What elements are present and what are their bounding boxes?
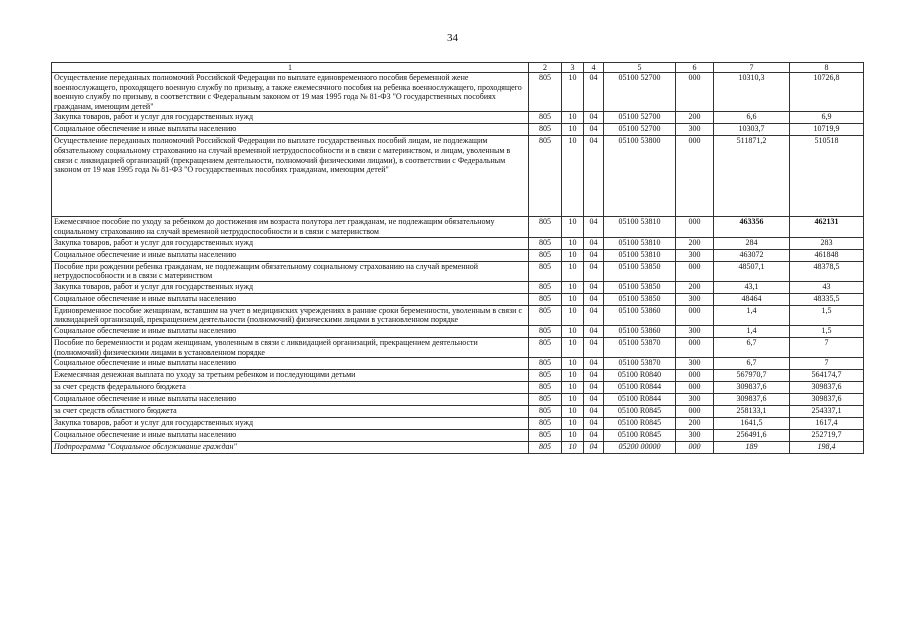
cell-expense-type: 200 (676, 281, 714, 293)
cell-amount-year2: 10726,8 (790, 73, 864, 112)
cell-ministry-code: 805 (529, 112, 562, 124)
row-description: Подпрограмма "Социальное обслуживание граждан" (52, 442, 529, 454)
cell-target-article: 05100 R0845 (604, 418, 676, 430)
cell-target-article: 05200 00000 (604, 442, 676, 454)
row-description: за счет средств областного бюджета (52, 406, 529, 418)
cell-section: 10 (562, 261, 584, 281)
table-row (52, 325, 864, 337)
row-description: Закупка товаров, работ и услуг для государственных нужд (52, 237, 529, 249)
cell-subsection: 04 (584, 418, 604, 430)
cell-amount-year1: 10310,3 (714, 73, 790, 112)
row-description: Социальное обеспечение и иные выплаты населению (52, 394, 529, 406)
cell-subsection: 04 (584, 337, 604, 357)
cell-amount-year1: 463072 (714, 249, 790, 261)
cell-target-article: 05100 53850 (604, 261, 676, 281)
cell-subsection: 04 (584, 442, 604, 454)
table-row (52, 418, 864, 430)
cell-ministry-code: 805 (529, 430, 562, 442)
cell-target-article: 05100 52700 (604, 124, 676, 136)
table-row (52, 217, 864, 237)
cell-target-article: 05100 R0845 (604, 406, 676, 418)
cell-ministry-code: 805 (529, 406, 562, 418)
cell-target-article: 05100 53870 (604, 337, 676, 357)
table-row (52, 124, 864, 136)
cell-amount-year2: 283 (790, 237, 864, 249)
cell-ministry-code: 805 (529, 305, 562, 325)
cell-section: 10 (562, 136, 584, 217)
cell-amount-year2: 48378,5 (790, 261, 864, 281)
cell-target-article: 05100 R0840 (604, 370, 676, 382)
cell-target-article: 05100 R0844 (604, 394, 676, 406)
table-row (52, 261, 864, 281)
column-number: 6 (676, 63, 714, 73)
cell-section: 10 (562, 370, 584, 382)
row-description: Социальное обеспечение и иные выплаты населению (52, 124, 529, 136)
cell-amount-year2: 510518 (790, 136, 864, 217)
cell-subsection: 04 (584, 358, 604, 370)
cell-section: 10 (562, 430, 584, 442)
table-row (52, 73, 864, 112)
cell-amount-year1: 6,7 (714, 358, 790, 370)
table-row (52, 249, 864, 261)
row-description: Социальное обеспечение и иные выплаты населению (52, 430, 529, 442)
cell-target-article: 05100 53810 (604, 237, 676, 249)
cell-section: 10 (562, 337, 584, 357)
cell-ministry-code: 805 (529, 281, 562, 293)
row-description: Закупка товаров, работ и услуг для государственных нужд (52, 112, 529, 124)
cell-amount-year2: 198,4 (790, 442, 864, 454)
cell-subsection: 04 (584, 293, 604, 305)
table-row (52, 358, 864, 370)
cell-amount-year2: 7 (790, 337, 864, 357)
column-number: 1 (52, 63, 529, 73)
cell-subsection: 04 (584, 217, 604, 237)
cell-expense-type: 200 (676, 112, 714, 124)
table-row (52, 430, 864, 442)
cell-expense-type: 300 (676, 124, 714, 136)
cell-subsection: 04 (584, 124, 604, 136)
cell-amount-year1: 511871,2 (714, 136, 790, 217)
cell-expense-type: 300 (676, 358, 714, 370)
cell-subsection: 04 (584, 305, 604, 325)
cell-expense-type: 000 (676, 337, 714, 357)
row-description: Пособие по беременности и родам женщинам, уволенным в связи с ликвидацией организаций, прекращением деятельности (полномочий) физическими лицами в установленном порядке (52, 337, 529, 357)
table-row (52, 382, 864, 394)
cell-section: 10 (562, 418, 584, 430)
cell-ministry-code: 805 (529, 394, 562, 406)
cell-amount-year1: 309837,6 (714, 394, 790, 406)
cell-amount-year1: 6,7 (714, 337, 790, 357)
cell-expense-type: 000 (676, 406, 714, 418)
cell-section: 10 (562, 73, 584, 112)
cell-amount-year2: 309837,6 (790, 382, 864, 394)
cell-amount-year1: 258133,1 (714, 406, 790, 418)
cell-amount-year1: 309837,6 (714, 382, 790, 394)
cell-target-article: 05100 53810 (604, 249, 676, 261)
cell-target-article: 05100 53870 (604, 358, 676, 370)
cell-ministry-code: 805 (529, 358, 562, 370)
cell-section: 10 (562, 217, 584, 237)
cell-amount-year2: 309837,6 (790, 394, 864, 406)
cell-section: 10 (562, 112, 584, 124)
cell-section: 10 (562, 293, 584, 305)
cell-expense-type: 000 (676, 382, 714, 394)
cell-amount-year1: 10303,7 (714, 124, 790, 136)
cell-amount-year2: 461848 (790, 249, 864, 261)
cell-ministry-code: 805 (529, 337, 562, 357)
row-description: Социальное обеспечение и иные выплаты населению (52, 249, 529, 261)
cell-subsection: 04 (584, 394, 604, 406)
table-row (52, 370, 864, 382)
cell-expense-type: 200 (676, 418, 714, 430)
cell-section: 10 (562, 382, 584, 394)
cell-amount-year1: 1,4 (714, 305, 790, 325)
cell-amount-year2: 252719,7 (790, 430, 864, 442)
cell-amount-year1: 43,1 (714, 281, 790, 293)
cell-target-article: 05100 52700 (604, 73, 676, 112)
cell-subsection: 04 (584, 249, 604, 261)
table-row (52, 406, 864, 418)
cell-ministry-code: 805 (529, 370, 562, 382)
cell-expense-type: 300 (676, 325, 714, 337)
cell-ministry-code: 805 (529, 124, 562, 136)
cell-section: 10 (562, 442, 584, 454)
cell-amount-year1: 6,6 (714, 112, 790, 124)
cell-ministry-code: 805 (529, 73, 562, 112)
cell-expense-type: 300 (676, 394, 714, 406)
cell-expense-type: 000 (676, 370, 714, 382)
table-row (52, 394, 864, 406)
cell-section: 10 (562, 305, 584, 325)
row-description: Закупка товаров, работ и услуг для государственных нужд (52, 281, 529, 293)
cell-ministry-code: 805 (529, 325, 562, 337)
cell-ministry-code: 805 (529, 136, 562, 217)
cell-subsection: 04 (584, 430, 604, 442)
cell-target-article: 05100 53810 (604, 217, 676, 237)
cell-section: 10 (562, 358, 584, 370)
cell-ministry-code: 805 (529, 293, 562, 305)
row-description: Единовременное пособие женщинам, вставшим на учет в медицинских учреждениях в ранние сроки беременности, уволенным в связи с ликвидацией организаций, прекращением деятельности (полномочий) физическими лицами в установленном порядке (52, 305, 529, 325)
cell-amount-year1: 1,4 (714, 325, 790, 337)
row-description: Осуществление переданных полномочий Российской Федерации по выплате единовременного пособия беременной жене военнослужащего, проходящего военную службу по призыву, а также ежемесячного пособия на ребенка военнослужащего, проходящего военную службу по призыву, в соответствии с Федеральным законом от 19 мая 1995 года № 81-ФЗ "О государственных пособиях гражданам, имеющим детей" (52, 73, 529, 112)
cell-expense-type: 000 (676, 442, 714, 454)
cell-subsection: 04 (584, 136, 604, 217)
column-number: 2 (529, 63, 562, 73)
cell-target-article: 05100 53850 (604, 281, 676, 293)
cell-amount-year2: 48335,5 (790, 293, 864, 305)
cell-ministry-code: 805 (529, 261, 562, 281)
cell-expense-type: 300 (676, 293, 714, 305)
table-row (52, 237, 864, 249)
cell-section: 10 (562, 406, 584, 418)
cell-subsection: 04 (584, 73, 604, 112)
cell-expense-type: 000 (676, 73, 714, 112)
table-row (52, 136, 864, 217)
cell-expense-type: 200 (676, 237, 714, 249)
cell-expense-type: 300 (676, 249, 714, 261)
cell-amount-year1: 48507,1 (714, 261, 790, 281)
column-number-row (52, 63, 864, 73)
cell-ministry-code: 805 (529, 418, 562, 430)
cell-target-article: 05100 R0845 (604, 430, 676, 442)
column-number: 3 (562, 63, 584, 73)
table-row (52, 293, 864, 305)
cell-amount-year2: 43 (790, 281, 864, 293)
column-number: 5 (604, 63, 676, 73)
cell-target-article: 05100 53860 (604, 325, 676, 337)
row-description: за счет средств федерального бюджета (52, 382, 529, 394)
cell-amount-year1: 284 (714, 237, 790, 249)
cell-target-article: 05100 52700 (604, 112, 676, 124)
cell-amount-year2: 1617,4 (790, 418, 864, 430)
row-description: Ежемесячное пособие по уходу за ребенком до достижения им возраста полутора лет гражданам, не подлежащим обязательному социальному страхованию на случай временной нетрудоспособности и в связи с материнством (52, 217, 529, 237)
column-number: 8 (790, 63, 864, 73)
cell-section: 10 (562, 325, 584, 337)
table-body (52, 63, 864, 454)
cell-target-article: 05100 R0844 (604, 382, 676, 394)
cell-subsection: 04 (584, 325, 604, 337)
row-description: Пособие при рождении ребенка гражданам, не подлежащим обязательному социальному страхованию на случай временной нетрудоспособности и в связи с материнством (52, 261, 529, 281)
cell-section: 10 (562, 237, 584, 249)
cell-amount-year1: 189 (714, 442, 790, 454)
cell-amount-year2: 462131 (790, 217, 864, 237)
row-description: Осуществление переданных полномочий Российской Федерации по выплате государственных пособий лицам, не подлежащим обязательному социальному страхованию на случай временной нетрудоспособности и в связи с материнством, и лицам, уволенным в связи с ликвидацией организаций (прекращением деятельности, полномочий физическими лицами), в соответствии с Федеральным законом от 19 мая 1995 года № 81-ФЗ "О государственных пособиях гражданам, имеющим детей" (52, 136, 529, 217)
cell-subsection: 04 (584, 370, 604, 382)
cell-ministry-code: 805 (529, 237, 562, 249)
cell-amount-year1: 1641,5 (714, 418, 790, 430)
cell-amount-year2: 6,9 (790, 112, 864, 124)
cell-ministry-code: 805 (529, 382, 562, 394)
cell-expense-type: 000 (676, 136, 714, 217)
cell-subsection: 04 (584, 112, 604, 124)
row-description: Ежемесячная денежная выплата по уходу за третьим ребенком и последующими детьми (52, 370, 529, 382)
cell-ministry-code: 805 (529, 442, 562, 454)
row-description: Закупка товаров, работ и услуг для государственных нужд (52, 418, 529, 430)
row-description: Социальное обеспечение и иные выплаты населению (52, 358, 529, 370)
cell-expense-type: 000 (676, 261, 714, 281)
cell-amount-year1: 48464 (714, 293, 790, 305)
cell-amount-year1: 463356 (714, 217, 790, 237)
row-description: Социальное обеспечение и иные выплаты населению (52, 325, 529, 337)
cell-section: 10 (562, 124, 584, 136)
cell-target-article: 05100 53860 (604, 305, 676, 325)
table-row (52, 305, 864, 325)
cell-amount-year1: 567970,7 (714, 370, 790, 382)
table-row (52, 442, 864, 454)
cell-target-article: 05100 53850 (604, 293, 676, 305)
page-number: 34 (447, 32, 458, 44)
cell-expense-type: 000 (676, 305, 714, 325)
cell-amount-year2: 1,5 (790, 305, 864, 325)
column-number: 4 (584, 63, 604, 73)
column-number: 7 (714, 63, 790, 73)
budget-table (51, 62, 864, 454)
table-row (52, 337, 864, 357)
cell-section: 10 (562, 281, 584, 293)
cell-amount-year2: 564174,7 (790, 370, 864, 382)
cell-subsection: 04 (584, 261, 604, 281)
cell-subsection: 04 (584, 237, 604, 249)
cell-ministry-code: 805 (529, 217, 562, 237)
cell-amount-year1: 256491,6 (714, 430, 790, 442)
cell-section: 10 (562, 249, 584, 261)
table-row (52, 281, 864, 293)
row-description: Социальное обеспечение и иные выплаты населению (52, 293, 529, 305)
cell-amount-year2: 10719,9 (790, 124, 864, 136)
cell-amount-year2: 1,5 (790, 325, 864, 337)
cell-ministry-code: 805 (529, 249, 562, 261)
cell-section: 10 (562, 394, 584, 406)
cell-expense-type: 000 (676, 217, 714, 237)
cell-subsection: 04 (584, 281, 604, 293)
cell-target-article: 05100 53800 (604, 136, 676, 217)
cell-amount-year2: 254337,1 (790, 406, 864, 418)
cell-expense-type: 300 (676, 430, 714, 442)
cell-subsection: 04 (584, 382, 604, 394)
cell-subsection: 04 (584, 406, 604, 418)
table-row (52, 112, 864, 124)
cell-amount-year2: 7 (790, 358, 864, 370)
